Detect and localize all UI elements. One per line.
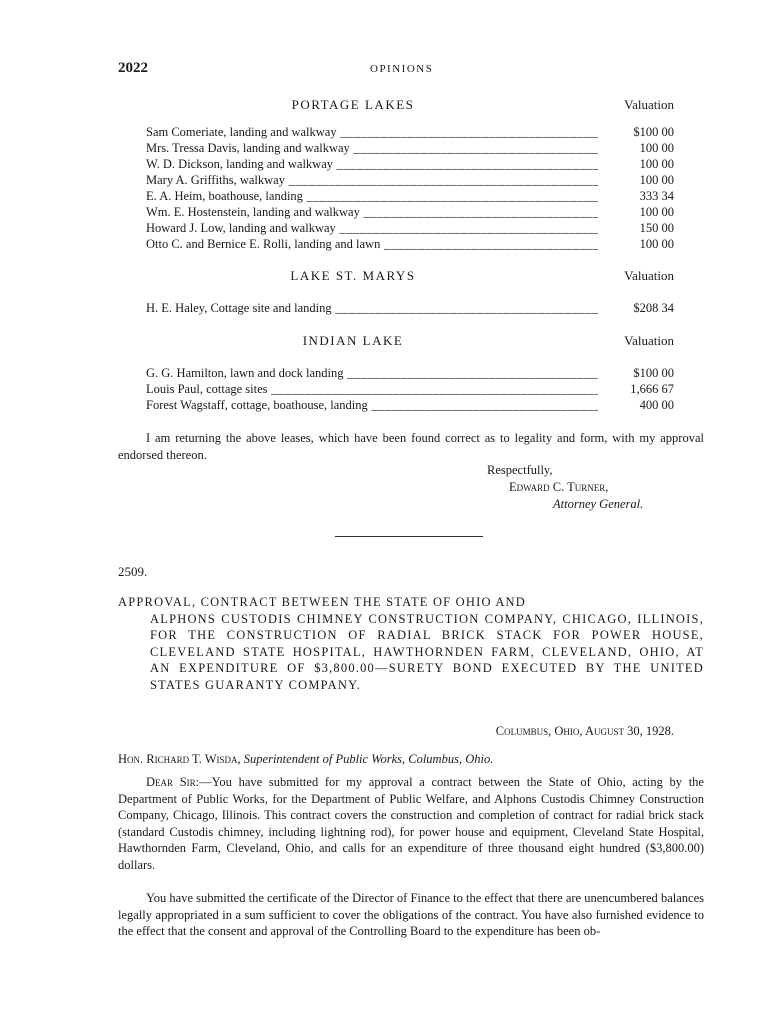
lease-list-indian-lake [146,365,674,413]
lease-entry [146,236,674,252]
addressee-position: Superintendent of Public Works, Columbus, Ohio. [243,752,494,766]
section-divider [335,536,483,537]
closing-paragraph: I am returning the above leases, which have been found correct as to legality and form, with my approval endorsed thereon. [118,431,704,462]
section-heading-lake-st-marys [118,268,674,288]
valuation-amount: $208 34 [627,300,674,316]
valuation-amount: 100 00 [634,204,674,220]
valuation-amount: 100 00 [634,156,674,172]
lessee-description: G. G. Hamilton, lawn and dock landing _____ [146,365,598,381]
valuation-amount: 333 34 [634,188,674,204]
valuation-amount: 100 00 [634,236,674,252]
lease-entry [146,172,674,188]
valuation-amount: 1,666 67 [624,381,674,397]
lease-entry [146,397,674,413]
valuation-column-label: Valuation [624,333,674,348]
valuation-amount: 150 00 [634,220,674,236]
lessee-description: Mrs. Tressa Davis, landing and walkway _____ [146,140,598,156]
lease-list-portage-lakes [146,124,674,252]
valuation-amount: $100 00 [627,124,674,140]
section-heading-portage-lakes [118,97,674,117]
addressee-name: Hon. Richard T. Wisda, [118,752,241,766]
section-title: INDIAN LAKE [302,333,404,348]
lease-entry [146,140,674,156]
valuation-amount: $100 00 [627,365,674,381]
syllabus-continuation: ALPHONS CUSTODIS CHIMNEY CONSTRUCTION COMPANY, CHICAGO, ILLINOIS, FOR THE CONSTRUCTION OF RADIAL BRICK STACK FOR POWER HOUSE, CLEVELAND STATE HOSPITAL, HAWTHORNDEN FARM, CLEVELAND, OHIO, AT AN EXPENDITURE OF $3,800.00—SURETY BOND EXECUTED BY THE UNITED STATES GUARANTY COMPANY. [150,611,704,692]
dateline: Columbus, Ohio, August 30, 1928. [495,724,674,738]
page-number: 2022 [118,60,148,76]
signatory-name: Edward C. Turner, [509,480,609,494]
lease-entry [146,156,674,172]
lessee-description: Wm. E. Hostenstein, landing and walkway _____ [146,204,598,220]
valuation-amount: 400 00 [634,397,674,413]
lease-entry [146,300,674,316]
lessee-description: Forest Wagstaff, cottage, boathouse, landing _____ [146,397,598,413]
opinion-number: 2509. [118,564,148,579]
lease-entry [146,204,674,220]
lessee-description: Mary A. Griffiths, walkway _____ [146,172,598,188]
letter-paragraph-1-text: You have submitted for my approval a contract between the State of Ohio, acting by the Department of Public Works, for the Department of Public Welfare, and Alphons Custodis Chimney Construction Company, Chicago, Illinois. This contract covers the construction and completion of contract for radial brick stack (standard Custodis chimney, including lightning rod), for power house and equipment, Cleveland State Hospital, Hawthornden Farm, Cleveland, Ohio, and calls for an expenditure of three thousand eight hundred ($3,800.00) dollars. [118,775,704,872]
section-title: PORTAGE LAKES [291,97,415,112]
lease-entry [146,124,674,140]
letter-paragraph-1 [118,774,704,873]
running-head: OPINIONS [370,63,434,75]
lessee-description: Howard J. Low, landing and walkway _____ [146,220,598,236]
lessee-description: W. D. Dickson, landing and walkway _____ [146,156,598,172]
letter-paragraph-2: You have submitted the certificate of the Director of Finance to the effect that there are unencumbered balances legally appropriated in a sum sufficient to cover the obligations of the contract. You have also furnished evidence to the effect that the consent and approval of the Controlling Board to the expenditure has been ob- [118,891,704,938]
signature-salutation: Respectfully, [487,463,553,477]
lessee-description: E. A. Heim, boathouse, landing _____ [146,188,598,204]
valuation-column-label: Valuation [624,268,674,283]
section-title: LAKE ST. MARYS [290,268,416,283]
section-heading-indian-lake [118,333,674,353]
letter-salutation: Dear Sir:— [146,775,212,789]
lease-entry [146,188,674,204]
lessee-description: Louis Paul, cottage sites _____ [146,381,598,397]
lease-list-lake-st-marys [146,300,674,316]
lease-entry [146,365,674,381]
page-header [118,60,674,80]
lessee-description: Sam Comeriate, landing and walkway _____ [146,124,598,140]
lessee-description: Otto C. and Bernice E. Rolli, landing and lawn _____ [146,236,598,252]
addressee-line [118,752,704,767]
lessee-description: H. E. Haley, Cottage site and landing _____ [146,300,598,316]
signature-block [487,462,643,513]
lease-entry [146,220,674,236]
lease-entry [146,381,674,397]
syllabus-first-line: APPROVAL, CONTRACT BETWEEN THE STATE OF OHIO AND [118,595,527,609]
valuation-amount: 100 00 [634,140,674,156]
signatory-title: Attorney General. [553,497,644,511]
opinion-syllabus [118,594,704,693]
valuation-amount: 100 00 [634,172,674,188]
valuation-column-label: Valuation [624,97,674,112]
